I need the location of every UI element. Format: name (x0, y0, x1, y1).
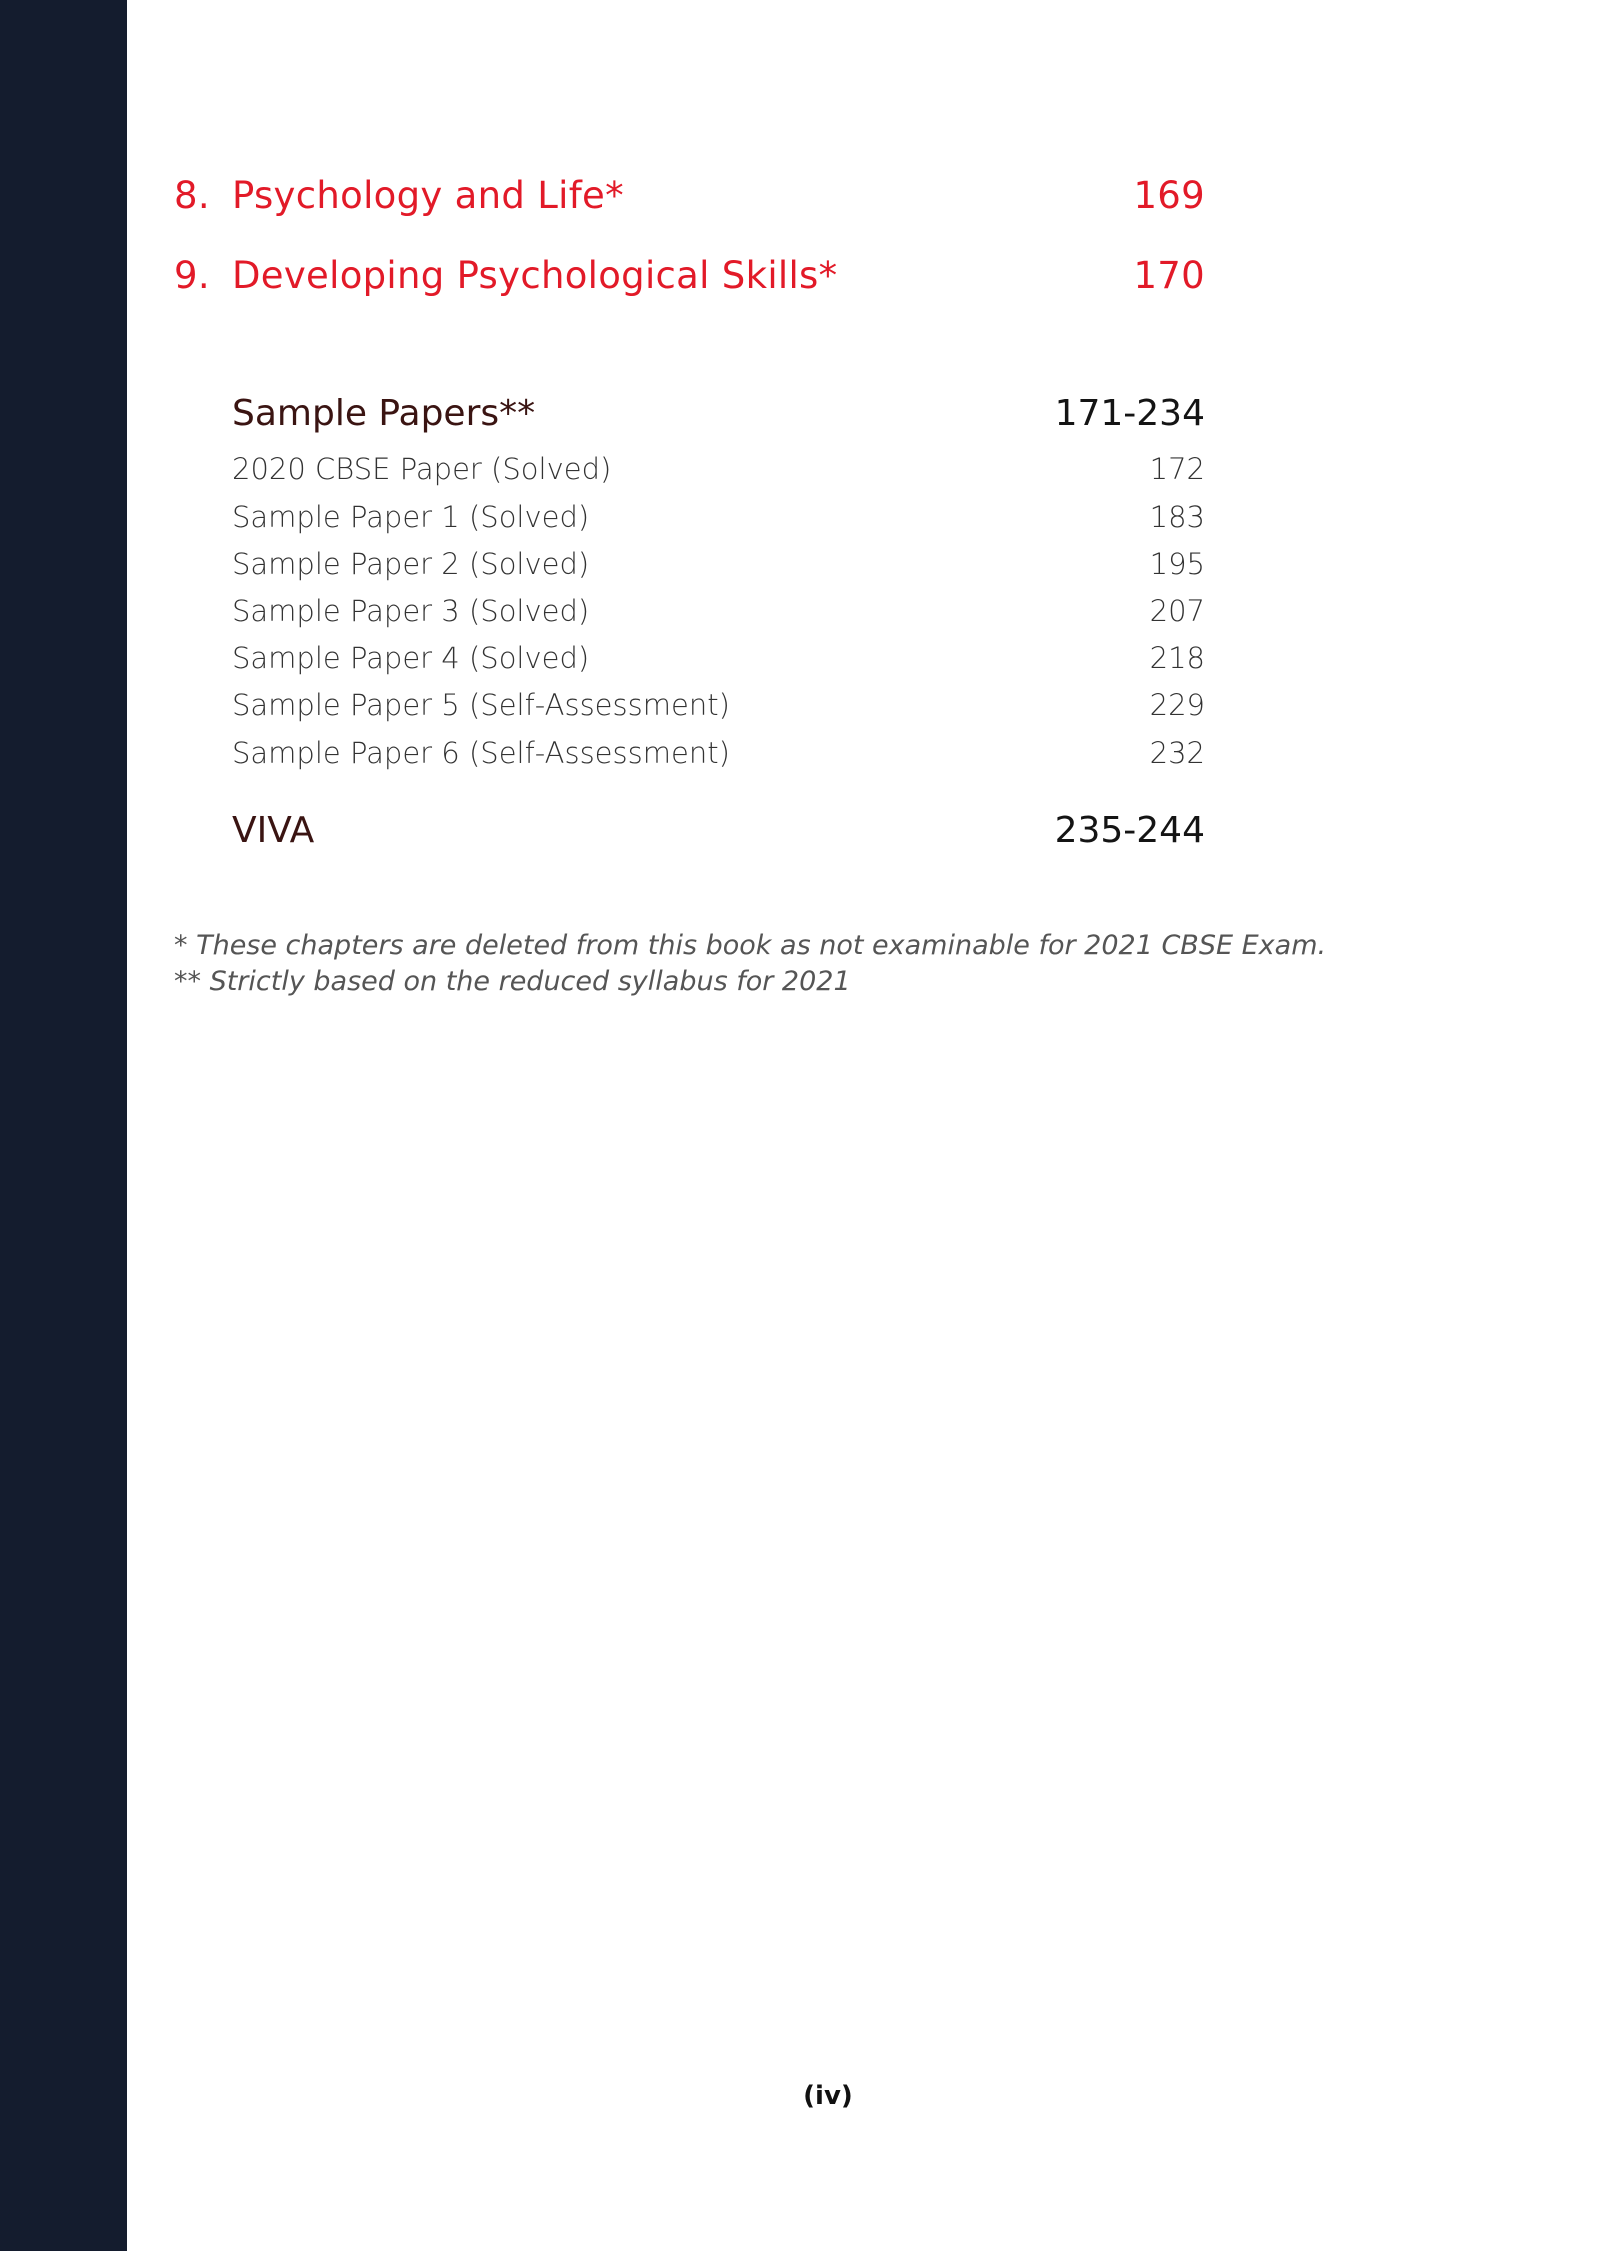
toc-sub-entry[interactable] (174, 449, 1205, 489)
entry-title: Sample Paper 5 (Self-Assessment) (232, 688, 730, 722)
chapter-number: 8. (174, 174, 210, 217)
toc-chapter-9[interactable] (174, 251, 1205, 301)
entry-title: Sample Paper 1 (Solved) (232, 500, 590, 534)
entry-title: Sample Paper 6 (Self-Assessment) (232, 736, 730, 770)
footnotes (174, 928, 1326, 1000)
footnote-deleted-chapters: * These chapters are deleted from this book as not examinable for 2021 CBSE Exam. (174, 930, 1327, 961)
entry-title: Sample Paper 2 (Solved) (232, 547, 590, 581)
entry-page: 195 (1149, 547, 1205, 581)
toc-chapter-8[interactable] (174, 171, 1205, 221)
chapter-number: 9. (174, 254, 210, 297)
page-footer (0, 2081, 1601, 2111)
chapter-title: Psychology and Life* (232, 174, 624, 217)
entry-title: Sample Paper 4 (Solved) (232, 641, 590, 675)
entry-page: 232 (1149, 736, 1205, 770)
entry-page: 183 (1149, 500, 1205, 534)
footnote-reduced-syllabus: ** Strictly based on the reduced syllabus for 2021 (174, 966, 851, 997)
toc-sub-entry[interactable] (174, 544, 1205, 584)
chapter-page: 170 (1133, 254, 1205, 297)
toc-section-sample-papers[interactable] (174, 390, 1205, 438)
toc-sub-entry[interactable] (174, 638, 1205, 678)
section-heading: Sample Papers** (232, 393, 536, 434)
section-page-range: 171-234 (1054, 393, 1205, 434)
entry-page: 207 (1149, 594, 1205, 628)
entry-page: 229 (1149, 688, 1205, 722)
entry-page: 218 (1149, 641, 1205, 675)
page-number: (iv) (803, 2081, 853, 2111)
toc-sub-entry[interactable] (174, 591, 1205, 631)
entry-page: 172 (1149, 452, 1205, 486)
entry-title: Sample Paper 3 (Solved) (232, 594, 590, 628)
left-sidebar-band (0, 0, 127, 2251)
chapter-title: Developing Psychological Skills* (232, 254, 838, 297)
toc-sub-entry[interactable] (174, 497, 1205, 537)
toc-sub-entry[interactable] (174, 685, 1205, 725)
section-page-range: 235-244 (1054, 810, 1205, 851)
toc-section-viva[interactable] (174, 807, 1205, 855)
chapter-page: 169 (1133, 174, 1205, 217)
entry-title: 2020 CBSE Paper (Solved) (232, 452, 612, 486)
toc-sub-entry[interactable] (174, 733, 1205, 773)
section-heading: VIVA (232, 810, 315, 851)
